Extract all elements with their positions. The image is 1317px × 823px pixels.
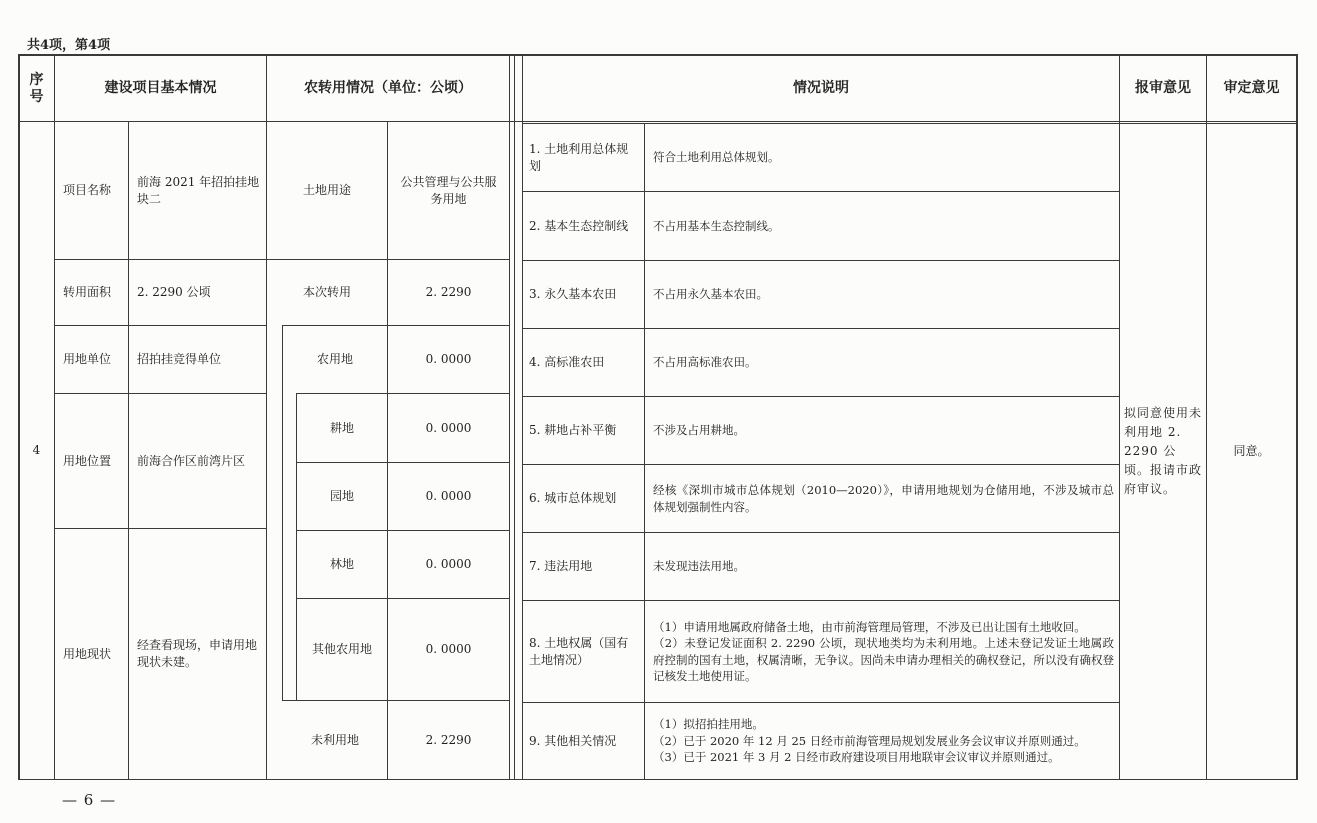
explanation-text: 不涉及占用耕地。 bbox=[653, 423, 745, 438]
basic-value: 前海 2021 年招拍挂地块二 bbox=[137, 174, 260, 206]
conversion-value: 0. 0000 bbox=[425, 557, 472, 571]
header-final-opinion: 审定意见 bbox=[1223, 80, 1280, 96]
conversion-label: 园地 bbox=[329, 489, 354, 503]
basic-value: 2. 2290 公顷 bbox=[137, 285, 211, 299]
page-count-note: 共4项，第4项 bbox=[27, 38, 111, 53]
conversion-label: 耕地 bbox=[329, 420, 354, 435]
basic-label: 用地位置 bbox=[63, 453, 112, 468]
explanation-text: 符合土地利用总体规划。 bbox=[653, 150, 780, 165]
explanation-text: 不占用高标准农田。 bbox=[653, 355, 757, 370]
explanation-text: （1）申请用地属政府储备土地，由市前海管理局管理，不涉及已出让国有土地收回。 （2）未登记发证面积 2. 2290 公顷，现状地类均为未利用地。上述未登记发证土地属政府控制的国有土地，权属清晰，无争议。因尚未申请办理相关的确权登记，所以没有确权登记核发土地使用证。 bbox=[653, 619, 1114, 683]
explanation-item: 4. 高标准农田 bbox=[529, 355, 605, 369]
explanation-item: 5. 耕地占补平衡 bbox=[529, 423, 617, 437]
explanation-item: 7. 违法用地 bbox=[529, 559, 593, 573]
basic-value: 前海合作区前湾片区 bbox=[137, 453, 246, 468]
conversion-value: 0. 0000 bbox=[425, 489, 472, 503]
header-report-opinion: 报审意见 bbox=[1135, 80, 1191, 96]
conversion-label: 其他农用地 bbox=[311, 642, 372, 656]
conversion-label: 未利用地 bbox=[310, 732, 359, 747]
final-opinion-text: 同意。 bbox=[1233, 444, 1270, 458]
explanation-text: 经核《深圳市城市总体规划（2010—2020）》，申请用地规划为仓储用地，不涉及城市总体规划强制性内容。 bbox=[653, 483, 1114, 514]
basic-value: 招拍挂竞得单位 bbox=[137, 352, 222, 366]
conversion-value: 0. 0000 bbox=[425, 352, 472, 366]
row-seq-number: 4 bbox=[32, 443, 41, 457]
conversion-value: 0. 0000 bbox=[425, 420, 472, 435]
header-basic-info: 建设项目基本情况 bbox=[104, 80, 217, 96]
explanation-item: 3. 永久基本农田 bbox=[529, 287, 617, 301]
conversion-label: 林地 bbox=[329, 557, 354, 571]
explanation-text: 未发现违法用地。 bbox=[653, 559, 745, 574]
basic-label: 转用面积 bbox=[63, 285, 112, 299]
land-use-value: 公共管理与公共服务用地 bbox=[400, 174, 497, 206]
conversion-value: 0. 0000 bbox=[425, 642, 472, 656]
explanation-text: 不占用基本生态控制线。 bbox=[653, 218, 780, 233]
explanation-item: 1. 土地利用总体规划 bbox=[529, 141, 629, 173]
conversion-label: 本次转用 bbox=[302, 285, 351, 299]
land-use-label: 土地用途 bbox=[302, 183, 351, 197]
basic-label: 项目名称 bbox=[63, 183, 112, 197]
header-conversion: 农转用情况（单位：公顷） bbox=[304, 80, 472, 96]
header-seq: 序 号 bbox=[29, 71, 44, 105]
explanation-item: 9. 其他相关情况 bbox=[529, 733, 617, 748]
conversion-value: 2. 2290 bbox=[425, 732, 472, 747]
page-number: — 6 — bbox=[62, 791, 117, 809]
explanation-text: 不占用永久基本农田。 bbox=[653, 287, 768, 302]
explanation-item: 2. 基本生态控制线 bbox=[529, 218, 629, 233]
basic-value: 经查看现场，申请用地现状未建。 bbox=[137, 638, 258, 669]
basic-label: 用地单位 bbox=[63, 352, 112, 366]
explanation-item: 8. 土地权属（国有土地情况） bbox=[529, 635, 629, 667]
explanation-item: 6. 城市总体规划 bbox=[529, 491, 617, 505]
basic-label: 用地现状 bbox=[63, 646, 112, 661]
conversion-label: 农用地 bbox=[316, 352, 353, 366]
explanation-text: （1）拟招拍挂用地。 （2）已于 2020 年 12 月 25 日经市前海管理局规划发展业务会议审议并原则通过。 （3）已于 2021 年 3 月 2 日经市政府建设项目用地联审会议审议并原则通过。 bbox=[653, 717, 1086, 765]
conversion-value: 2. 2290 bbox=[425, 285, 472, 299]
header-explanation: 情况说明 bbox=[793, 80, 849, 96]
report-opinion-text: 拟同意使用未利用地 2. 2290 公顷。报请市政府审议。 bbox=[1124, 406, 1203, 496]
